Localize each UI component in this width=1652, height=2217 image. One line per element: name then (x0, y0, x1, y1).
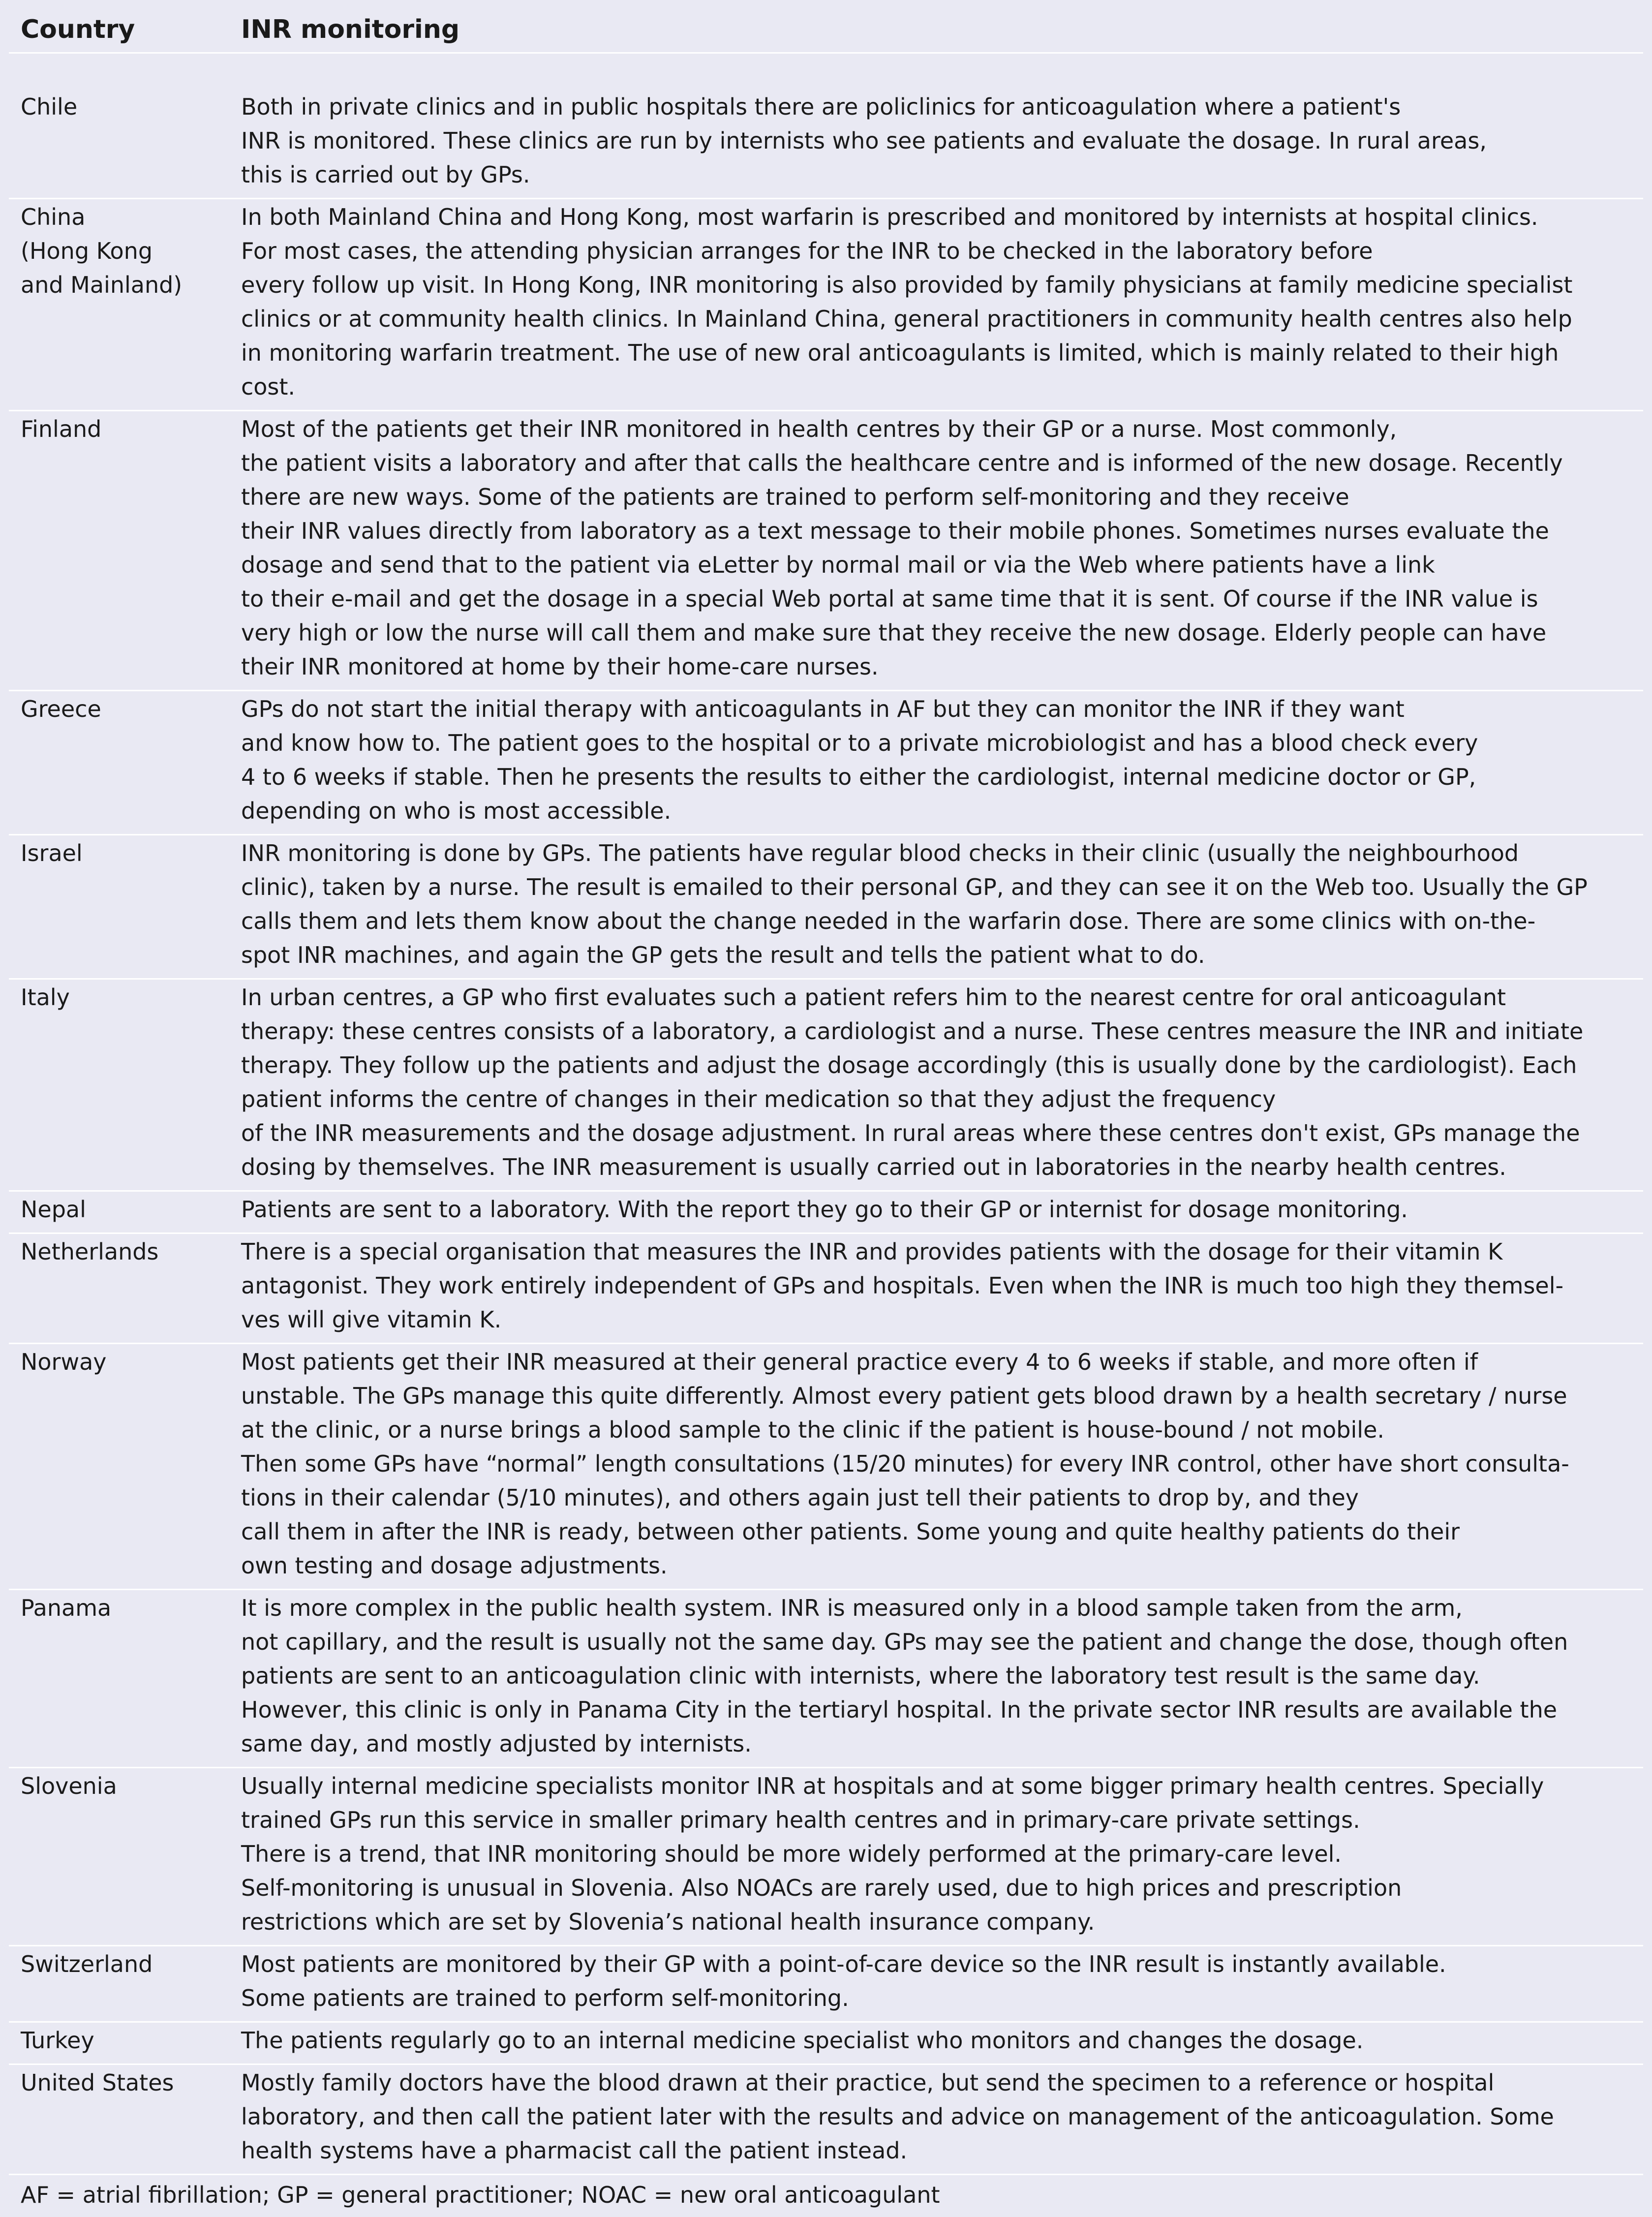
table-row (9, 1191, 1643, 1233)
table-row (9, 198, 1643, 410)
country-cell: Greece (9, 690, 229, 834)
monitoring-cell: It is more complex in the public health system. INR is measured only in a blood sample taken from the arm, not capillary, and the result is usually not the same day. GPs may see the patient and change the dose, though often patients are sent to an anticoagulation clinic with internists, where the laboratory test result is the same day. However, this clinic is only in Panama City in the tertiaryl hospital. In the private sector INR results are available the same day, and mostly adjusted by internists. (229, 1589, 1643, 1767)
table-header-row (9, 3, 1643, 53)
country-cell: Panama (9, 1589, 229, 1767)
table-row (9, 410, 1643, 690)
table-row (9, 53, 1643, 198)
table-row (9, 979, 1643, 1191)
country-cell: Switzerland (9, 1945, 229, 2022)
country-cell: Slovenia (9, 1767, 229, 1945)
table-row (9, 690, 1643, 834)
monitoring-cell: There is a special organisation that measures the INR and provides patients with the dosage for their vitamin K antagonist. They work entirely independent of GPs and hospitals. Even when the INR is much too high they themsel- ves will give vitamin K. (229, 1233, 1643, 1343)
country-cell: Italy (9, 979, 229, 1191)
table-row (9, 2022, 1643, 2064)
table-row (9, 1945, 1643, 2022)
table-row (9, 1767, 1643, 1945)
monitoring-cell: Most patients get their INR measured at their general practice every 4 to 6 weeks if stable, and more often if unstable. The GPs manage this quite differently. Almost every patient gets blood drawn by a health secretary / nurse at the clinic, or a nurse brings a blood sample to the clinic if the patient is house-bound / not mobile. Then some GPs have “normal” length consultations (15/20 minutes) for every INR control, other have short consulta- tions in their calendar (5/10 minutes), and others again just tell their patients to drop by, and they call them in after the INR is ready, between other patients. Some young and quite healthy patients do their own testing and dosage adjustments. (229, 1343, 1643, 1589)
country-cell: Chile (9, 53, 229, 198)
country-cell: Turkey (9, 2022, 229, 2064)
inr-monitoring-table (9, 3, 1643, 2175)
monitoring-cell: Patients are sent to a laboratory. With the report they go to their GP or internist for dosage monitoring. (229, 1191, 1643, 1233)
table-footnote: AF = atrial fibrillation; GP = general practitioner; NOAC = new oral anticoagulant (21, 2181, 940, 2208)
table-row (9, 2064, 1643, 2174)
table-row (9, 1233, 1643, 1343)
monitoring-cell: In urban centres, a GP who first evaluates such a patient refers him to the nearest centre for oral anticoagulant therapy: these centres consists of a laboratory, a cardiologist and a nurse. These centres measure the INR and initiate therapy. They follow up the patients and adjust the dosage accordingly (this is usually done by the cardiologist). Each patient informs the centre of changes in their medication so that they adjust the frequency of the INR measurements and the dosage adjustment. In rural areas where these centres don't exist, GPs manage the dosing by themselves. The INR measurement is usually carried out in laboratories in the nearby health centres. (229, 979, 1643, 1191)
table-row (9, 834, 1643, 979)
monitoring-cell: Both in private clinics and in public hospitals there are policlinics for anticoagulation where a patient's INR is monitored. These clinics are run by internists who see patients and evaluate the dosage. In rural areas, this is carried out by GPs. (229, 53, 1643, 198)
column-header-country: Country (9, 3, 229, 53)
monitoring-cell: Mostly family doctors have the blood drawn at their practice, but send the specimen to a reference or hospital laboratory, and then call the patient later with the results and advice on management of the anticoagulation. Some health systems have a pharmacist call the patient instead. (229, 2064, 1643, 2174)
monitoring-cell: INR monitoring is done by GPs. The patients have regular blood checks in their clinic (usually the neighbourhood clinic), taken by a nurse. The result is emailed to their personal GP, and they can see it on the Web too. Usually the GP calls them and lets them know about the change needed in the warfarin dose. There are some clinics with on-the- spot INR machines, and again the GP gets the result and tells the patient what to do. (229, 834, 1643, 979)
monitoring-cell: Usually internal medicine specialists monitor INR at hospitals and at some bigger primary health centres. Specially trained GPs run this service in smaller primary health centres and in primary-care private settings. There is a trend, that INR monitoring should be more widely performed at the primary-care level. Self-monitoring is unusual in Slovenia. Also NOACs are rarely used, due to high prices and prescription restrictions which are set by Slovenia’s national health insurance company. (229, 1767, 1643, 1945)
monitoring-cell: GPs do not start the initial therapy with anticoagulants in AF but they can monitor the INR if they want and know how to. The patient goes to the hospital or to a private microbiologist and has a blood check every 4 to 6 weeks if stable. Then he presents the results to either the cardiologist, internal medicine doctor or GP, depending on who is most accessible. (229, 690, 1643, 834)
column-header-inr-monitoring: INR monitoring (229, 3, 1643, 53)
country-cell: Norway (9, 1343, 229, 1589)
monitoring-cell: Most of the patients get their INR monitored in health centres by their GP or a nurse. Most commonly, the patient visits a laboratory and after that calls the healthcare centre and is informed of the new dosage. Recently there are new ways. Some of the patients are trained to perform self-monitoring and they receive their INR values directly from laboratory as a text message to their mobile phones. Sometimes nurses evaluate the dosage and send that to the patient via eLetter by normal mail or via the Web where patients have a link to their e-mail and get the dosage in a special Web portal at same time that it is sent. Of course if the INR value is very high or low the nurse will call them and make sure that they receive the new dosage. Elderly people can have their INR monitored at home by their home-care nurses. (229, 410, 1643, 690)
monitoring-cell: In both Mainland China and Hong Kong, most warfarin is prescribed and monitored by internists at hospital clinics. For most cases, the attending physician arranges for the INR to be checked in the laboratory before every follow up visit. In Hong Kong, INR monitoring is also provided by family physicians at family medicine specialist clinics or at community health clinics. In Mainland China, general practitioners in community health centres also help in monitoring warfarin treatment. The use of new oral anticoagulants is limited, which is mainly related to their high cost. (229, 198, 1643, 410)
country-cell: Nepal (9, 1191, 229, 1233)
country-cell: United States (9, 2064, 229, 2174)
monitoring-cell: The patients regularly go to an internal medicine specialist who monitors and changes the dosage. (229, 2022, 1643, 2064)
table-row (9, 1589, 1643, 1767)
country-cell: Israel (9, 834, 229, 979)
monitoring-cell: Most patients are monitored by their GP with a point-of-care device so the INR result is instantly available. Some patients are trained to perform self-monitoring. (229, 1945, 1643, 2022)
country-cell: Finland (9, 410, 229, 690)
country-cell: Netherlands (9, 1233, 229, 1343)
country-cell: China (Hong Kong and Mainland) (9, 198, 229, 410)
table-row (9, 1343, 1643, 1589)
